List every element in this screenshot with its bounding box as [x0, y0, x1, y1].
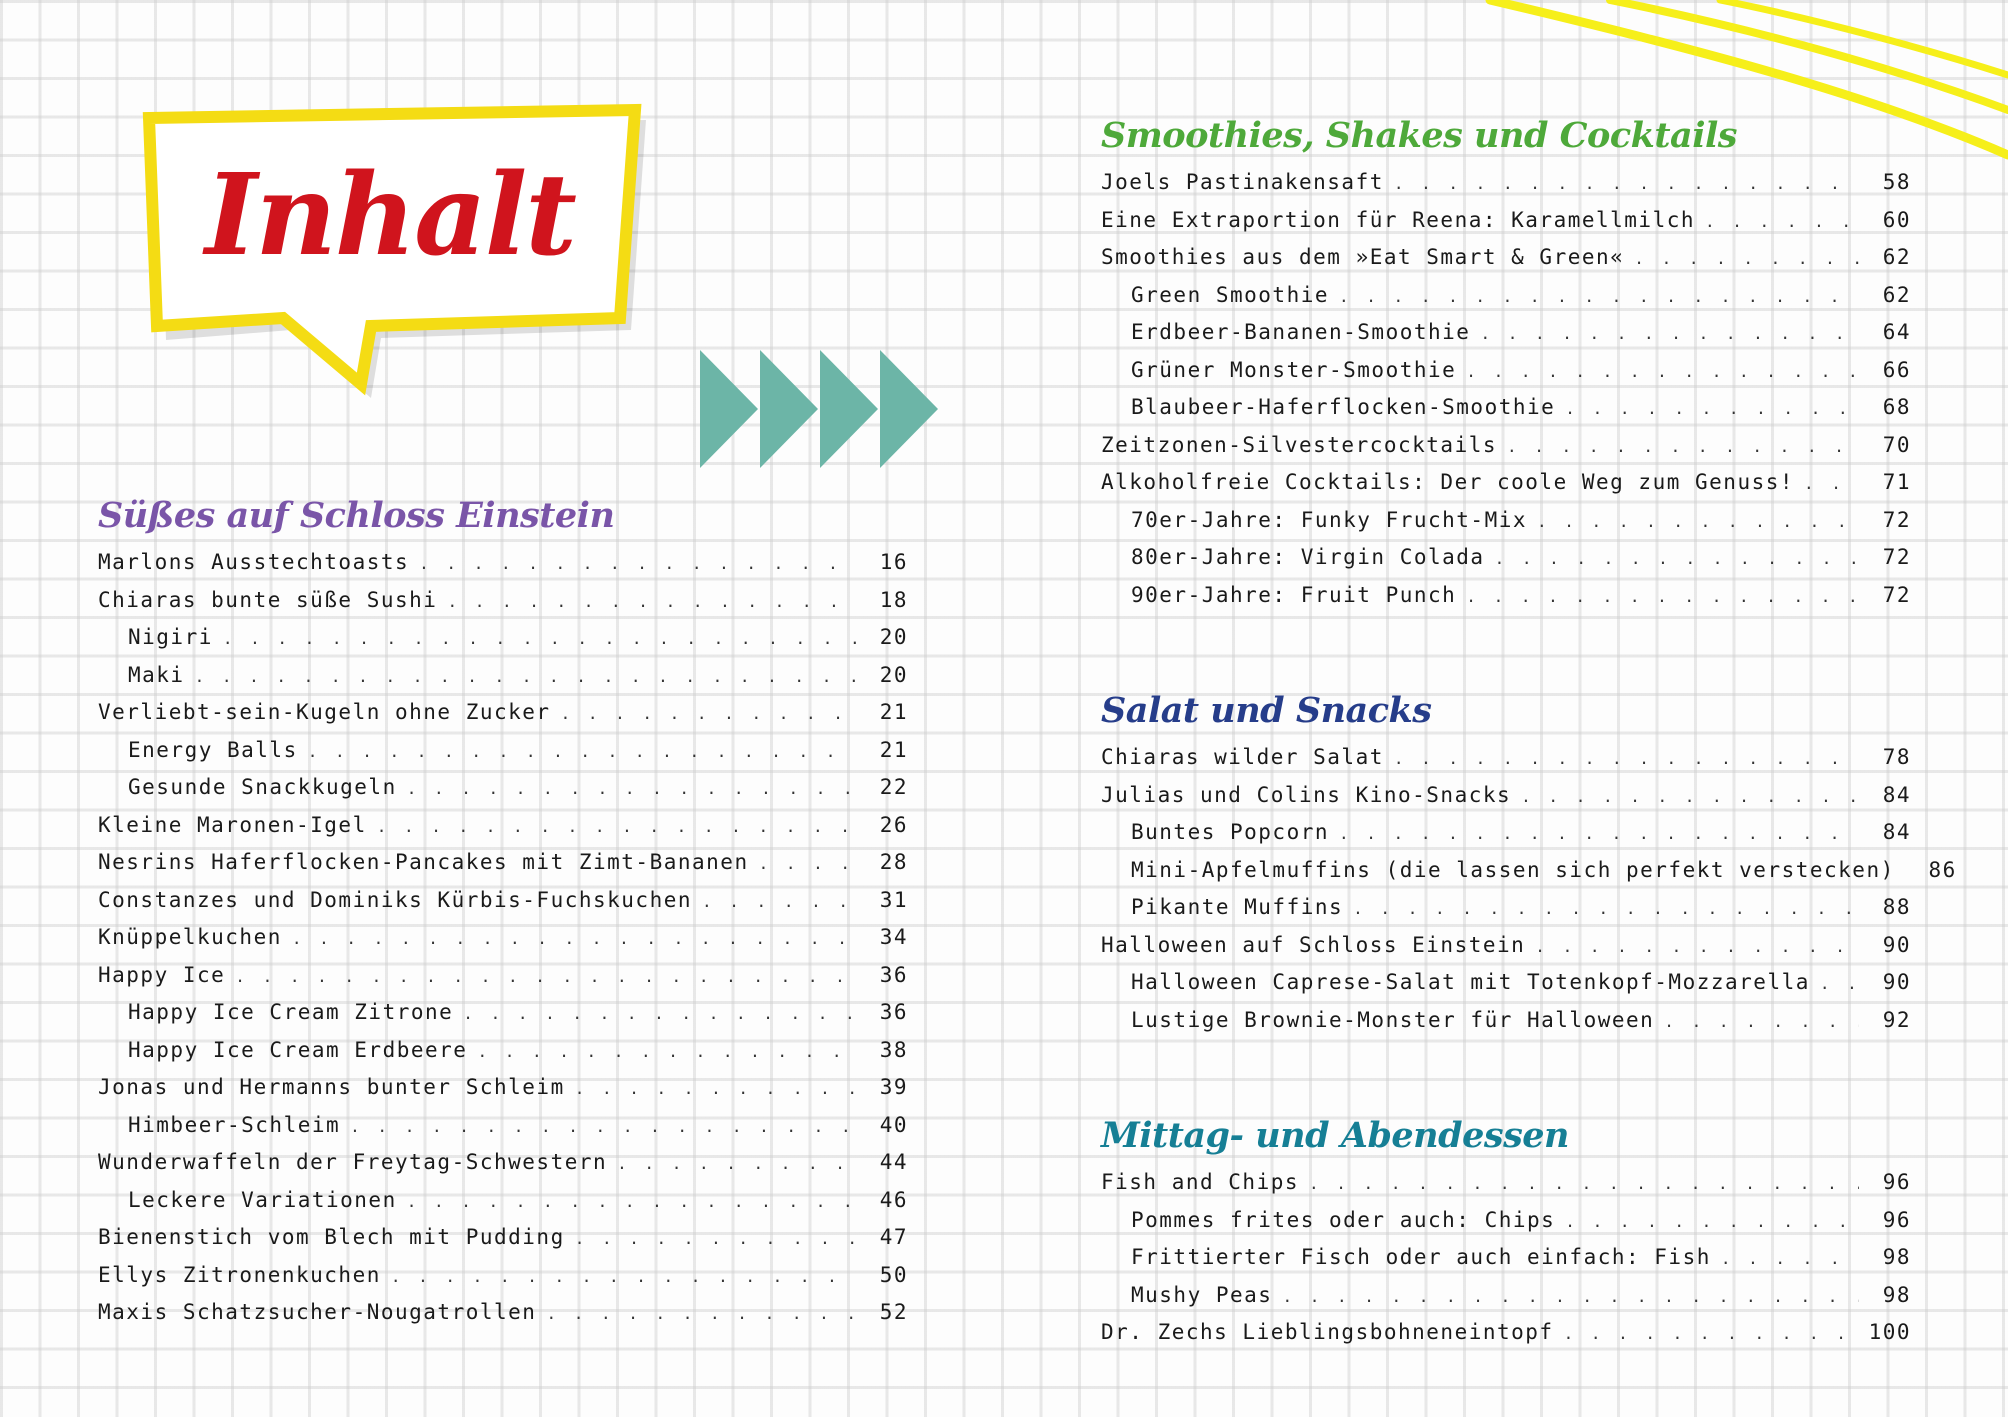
- toc-subentry[interactable]: [1101, 545, 1911, 583]
- page-number: 72: [1882, 545, 1911, 569]
- toc-entry[interactable]: [1101, 1320, 1911, 1358]
- toc-section-mittag: [1101, 1115, 1911, 1358]
- page-number: 72: [1882, 582, 1911, 607]
- toc-subentry[interactable]: [98, 1038, 908, 1076]
- page-number: 66: [1882, 357, 1911, 382]
- toc-entry[interactable]: [98, 1150, 908, 1188]
- section-title: Salat und Snacks: [1101, 690, 1432, 731]
- dot-leader: [1565, 399, 1859, 418]
- page-number: 92: [1882, 1007, 1911, 1032]
- entry-title: Nigiri: [128, 625, 213, 649]
- entry-title: Julias und Colins Kino-Snacks: [1101, 782, 1512, 807]
- dot-leader: [1282, 1287, 1859, 1306]
- dot-leader: [308, 742, 856, 761]
- toc-entry[interactable]: [98, 1263, 908, 1301]
- page-number: 20: [879, 662, 908, 687]
- entry-title: Kleine Maronen-Igel: [98, 812, 367, 837]
- entry-title: Happy Ice Cream Erdbeere: [128, 1037, 468, 1062]
- toc-entry[interactable]: [98, 888, 908, 926]
- dot-leader: [617, 1154, 856, 1173]
- entry-title: Marlons Ausstechtoasts: [98, 550, 410, 574]
- toc-entry[interactable]: [98, 850, 908, 888]
- page-number: 44: [879, 1150, 908, 1174]
- page-number: 36: [879, 1000, 908, 1024]
- entry-title: Halloween Caprese-Salat mit Totenkopf-Mozzarella: [1131, 970, 1810, 994]
- page-number: 22: [879, 775, 908, 799]
- toc-entry[interactable]: [98, 813, 908, 851]
- toc-entry[interactable]: [1101, 933, 1911, 971]
- dot-leader: [1339, 287, 1859, 306]
- dot-leader: [1705, 212, 1859, 231]
- arrows-decoration: [700, 350, 940, 468]
- toc-subentry[interactable]: [98, 1000, 908, 1038]
- entry-title: Dr. Zechs Lieblingsbohneneintopf: [1101, 1320, 1554, 1344]
- toc-list: [1101, 745, 1957, 1045]
- dot-leader: [1466, 587, 1859, 606]
- page-number: 96: [1882, 1170, 1911, 1194]
- dot-leader: [1507, 437, 1859, 456]
- toc-entry[interactable]: [98, 1225, 908, 1263]
- dot-leader: [1721, 1249, 1859, 1268]
- dot-leader: [1535, 937, 1859, 956]
- page-number: 70: [1882, 432, 1911, 457]
- page-number: 38: [879, 1037, 908, 1062]
- entry-title: Green Smoothie: [1131, 282, 1330, 307]
- dot-leader: [235, 967, 856, 986]
- toc-subentry[interactable]: [98, 625, 908, 663]
- dot-leader: [1820, 974, 1859, 993]
- entry-title: Lustige Brownie-Monster für Halloween: [1131, 1007, 1655, 1032]
- page-number: 52: [879, 1300, 908, 1324]
- dot-leader: [377, 817, 856, 836]
- arrow-icon: [880, 350, 938, 468]
- arrow-icon: [760, 350, 818, 468]
- page-number: 39: [879, 1075, 908, 1099]
- page-number: 21: [879, 737, 908, 762]
- entry-title: 70er-Jahre: Funky Frucht-Mix: [1131, 507, 1528, 532]
- toc-entry[interactable]: [1101, 1170, 1911, 1208]
- entry-title: Chiaras wilder Salat: [1101, 745, 1384, 769]
- dot-leader: [1664, 1012, 1859, 1031]
- dot-leader: [1634, 249, 1859, 268]
- page-number: 88: [1882, 895, 1911, 919]
- page-number: 20: [879, 625, 908, 649]
- entry-title: Zeitzonen-Silvestercocktails: [1101, 432, 1498, 457]
- dot-leader: [195, 667, 856, 686]
- entry-title: Pikante Muffins: [1131, 895, 1344, 919]
- dot-leader: [1495, 549, 1859, 568]
- dot-leader: [223, 629, 856, 648]
- entry-title: Bienenstich vom Blech mit Pudding: [98, 1225, 565, 1249]
- entry-title: Himbeer-Schleim: [128, 1112, 341, 1137]
- entry-title: Frittierter Fisch oder auch einfach: Fish: [1131, 1245, 1711, 1269]
- entry-title: Buntes Popcorn: [1131, 820, 1330, 844]
- toc-list: [1101, 1170, 1911, 1358]
- entry-title: 90er-Jahre: Fruit Punch: [1131, 582, 1457, 607]
- entry-title: Erdbeer-Bananen-Smoothie: [1131, 320, 1471, 344]
- page-number: 84: [1882, 782, 1911, 807]
- page-number: 36: [879, 962, 908, 987]
- dot-leader: [1339, 824, 1859, 843]
- toc-entry[interactable]: [98, 963, 908, 1001]
- dot-leader: [1394, 749, 1859, 768]
- dot-leader: [407, 1192, 856, 1211]
- toc-entry[interactable]: [1101, 245, 1911, 283]
- toc-subentry[interactable]: [1101, 320, 1911, 358]
- toc-subentry[interactable]: [1101, 1245, 1911, 1283]
- toc-entry[interactable]: [1101, 745, 1911, 783]
- page-number: 84: [1882, 820, 1911, 844]
- entry-title: Smoothies aus dem »Eat Smart & Green«: [1101, 245, 1625, 269]
- arrow-icon: [700, 350, 758, 468]
- page-number: 50: [879, 1262, 908, 1287]
- toc-entry[interactable]: [98, 700, 908, 738]
- page-number: 47: [879, 1225, 908, 1249]
- entry-title: Mushy Peas: [1131, 1282, 1273, 1307]
- page-number: 72: [1882, 507, 1911, 532]
- page-number: 26: [879, 812, 908, 837]
- entry-title: 80er-Jahre: Virgin Colada: [1131, 545, 1485, 569]
- toc-entry[interactable]: [98, 1075, 908, 1113]
- entry-title: Maki: [128, 662, 185, 687]
- dot-leader: [575, 1229, 856, 1248]
- toc-subentry[interactable]: [1101, 1008, 1911, 1046]
- entry-title: Chiaras bunte süße Sushi: [98, 587, 438, 612]
- dot-leader: [292, 929, 856, 948]
- entry-title: Alkoholfreie Cocktails: Der coole Weg zum Genuss!: [1101, 470, 1795, 494]
- page-number: 71: [1882, 470, 1911, 494]
- page-number: 98: [1882, 1282, 1911, 1307]
- dot-leader: [1466, 362, 1859, 381]
- toc-subentry[interactable]: [1101, 820, 1911, 858]
- entry-title: Gesunde Snackkugeln: [128, 775, 397, 799]
- toc-entry[interactable]: [1101, 433, 1911, 471]
- dot-leader: [419, 554, 856, 573]
- dot-leader: [1537, 512, 1859, 531]
- entry-title: Happy Ice Cream Zitrone: [128, 1000, 454, 1024]
- toc-subentry[interactable]: [98, 738, 908, 776]
- toc-subentry[interactable]: [98, 1188, 908, 1226]
- page-number: 40: [879, 1112, 908, 1137]
- toc-entry[interactable]: [98, 550, 908, 588]
- entry-title: Wunderwaffeln der Freytag-Schwestern: [98, 1150, 608, 1174]
- entry-title: Nesrins Haferflocken-Pancakes mit Zimt-Bananen: [98, 850, 749, 874]
- entry-title: Constanzes und Dominiks Kürbis-Fuchskuchen: [98, 887, 693, 912]
- toc-section-smoothies: [1101, 115, 1911, 620]
- entry-title: Maxis Schatzsucher-Nougatrollen: [98, 1300, 537, 1324]
- toc-subentry[interactable]: [1101, 583, 1911, 621]
- entry-title: Energy Balls: [128, 737, 298, 762]
- entry-title: Fish and Chips: [1101, 1170, 1300, 1194]
- section-title: Süßes auf Schloss Einstein: [98, 495, 615, 536]
- toc-subentry[interactable]: [1101, 857, 1957, 896]
- entry-title: Happy Ice: [98, 962, 226, 987]
- dot-leader: [463, 1004, 856, 1023]
- entry-title: Ellys Zitronenkuchen: [98, 1262, 381, 1287]
- page-number: 90: [1882, 970, 1911, 994]
- toc-subentry[interactable]: [1101, 508, 1911, 546]
- dot-leader: [546, 1304, 856, 1323]
- page-number: 98: [1882, 1245, 1911, 1269]
- page-number: 62: [1882, 245, 1911, 269]
- dot-leader: [1564, 1324, 1859, 1343]
- dot-leader: [1394, 174, 1859, 193]
- toc-section-suesses: [98, 495, 908, 1338]
- page-number: 34: [879, 925, 908, 949]
- dot-leader: [1353, 899, 1859, 918]
- dot-leader: [1480, 324, 1859, 343]
- toc-entry[interactable]: [1101, 470, 1911, 508]
- toc-entry[interactable]: [98, 588, 908, 626]
- dot-leader: [561, 704, 856, 723]
- entry-title: Leckere Variationen: [128, 1187, 397, 1212]
- dot-leader: [1521, 787, 1859, 806]
- entry-title: Verliebt-sein-Kugeln ohne Zucker: [98, 700, 551, 724]
- toc-entry[interactable]: [98, 925, 908, 963]
- toc-entry[interactable]: [1101, 208, 1911, 246]
- dot-leader: [1309, 1174, 1859, 1193]
- toc-section-salat: [1101, 690, 1957, 1045]
- page-number: 100: [1868, 1320, 1911, 1344]
- page-number: 86: [1928, 857, 1957, 882]
- toc-entry[interactable]: [1101, 783, 1911, 821]
- page-number: 78: [1882, 745, 1911, 769]
- dot-leader: [350, 1117, 856, 1136]
- dot-leader: [447, 592, 856, 611]
- toc-subentry[interactable]: [1101, 395, 1911, 433]
- dot-leader: [702, 892, 856, 911]
- entry-title: Mini-Apfelmuffins (die lassen sich perfekt verstecken): [1131, 857, 1895, 882]
- page-number: 58: [1882, 170, 1911, 194]
- page-number: 60: [1882, 207, 1911, 232]
- arrow-icon: [820, 350, 878, 468]
- toc-entry[interactable]: [98, 1300, 908, 1338]
- dot-leader: [407, 779, 856, 798]
- dot-leader: [575, 1079, 856, 1098]
- page-number: 16: [879, 550, 908, 574]
- dot-leader: [1804, 474, 1859, 493]
- dot-leader: [477, 1042, 856, 1061]
- dot-leader: [1565, 1212, 1859, 1231]
- toc-subentry[interactable]: [1101, 283, 1911, 321]
- toc-subentry[interactable]: [1101, 895, 1911, 933]
- toc-subentry[interactable]: [98, 1113, 908, 1151]
- entry-title: Eine Extraportion für Reena: Karamellmilch: [1101, 207, 1696, 232]
- toc-subentry[interactable]: [1101, 1283, 1911, 1321]
- entry-title: Grüner Monster-Smoothie: [1131, 357, 1457, 382]
- toc-subentry[interactable]: [98, 663, 908, 701]
- page-number: 46: [879, 1187, 908, 1212]
- entry-title: Jonas und Hermanns bunter Schleim: [98, 1075, 565, 1099]
- section-title: Smoothies, Shakes und Cocktails: [1101, 115, 1738, 156]
- page-number: 68: [1882, 395, 1911, 419]
- toc-subentry[interactable]: [1101, 358, 1911, 396]
- page-number: 90: [1882, 932, 1911, 957]
- toc-subentry[interactable]: [1101, 1208, 1911, 1246]
- entry-title: Knüppelkuchen: [98, 925, 282, 949]
- toc-entry[interactable]: [1101, 170, 1911, 208]
- entry-title: Joels Pastinakensaft: [1101, 170, 1384, 194]
- toc-subentry[interactable]: [98, 775, 908, 813]
- dot-leader: [391, 1267, 856, 1286]
- entry-title: Halloween auf Schloss Einstein: [1101, 932, 1526, 957]
- page-number: 21: [879, 700, 908, 724]
- page-number: 64: [1882, 320, 1911, 344]
- entry-title: Blaubeer-Haferflocken-Smoothie: [1131, 395, 1556, 419]
- entry-title: Pommes frites oder auch: Chips: [1131, 1207, 1556, 1232]
- page-number: 28: [879, 850, 908, 874]
- toc-subentry[interactable]: [1101, 970, 1911, 1008]
- toc-list: [98, 550, 908, 1338]
- section-title: Mittag- und Abendessen: [1101, 1115, 1569, 1156]
- page-number: 31: [879, 887, 908, 912]
- page-number: 96: [1882, 1207, 1911, 1232]
- page-number: 18: [879, 587, 908, 612]
- toc-list: [1101, 170, 1911, 620]
- page-number: 62: [1882, 282, 1911, 307]
- dot-leader: [759, 854, 856, 873]
- page-title: Inhalt: [204, 150, 576, 281]
